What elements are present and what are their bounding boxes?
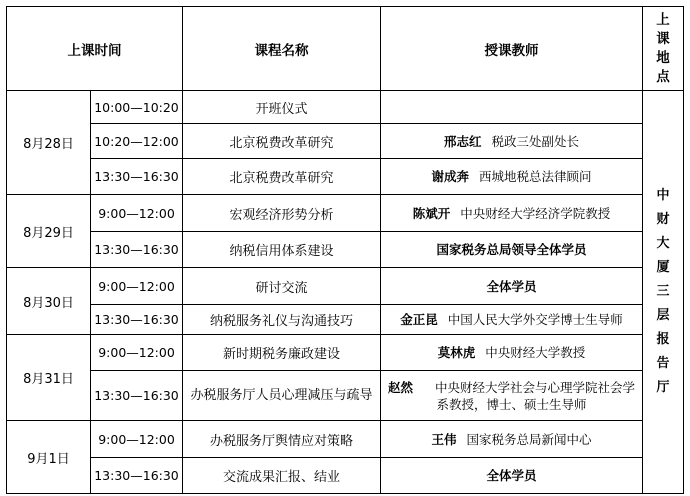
location-cell: 中 财 大 厦 三 层 报 告 厅: [643, 91, 684, 494]
table-row: [7, 159, 684, 195]
teacher-title: 中央财经大学社会与心理学院社会学系教授，博士、硕士生导师: [435, 379, 636, 412]
table-row: [7, 305, 684, 335]
teacher-title: 税政三处副处长: [491, 133, 580, 149]
teacher-cell: [381, 305, 643, 335]
time-cell: 10:20—12:00: [91, 124, 183, 159]
time-cell: 13:30—16:30: [91, 232, 183, 268]
course-cell: 纳税信用体系建设: [183, 232, 381, 268]
time-cell: 9:00—12:00: [91, 421, 183, 458]
time-cell: 9:00—12:00: [91, 195, 183, 232]
header-row: [7, 7, 684, 91]
table-row: [7, 232, 684, 268]
teacher-cell: [381, 159, 643, 195]
table-row: [7, 335, 684, 371]
header-location: 上 课 地 点: [643, 7, 684, 91]
teacher-title: 中央财经大学教授: [485, 345, 586, 360]
teacher-cell: 全体学员: [381, 458, 643, 494]
teacher-name: 邢志红: [443, 133, 482, 149]
course-cell: 北京税费改革研究: [183, 159, 381, 195]
header-teacher: 授课教师: [381, 7, 643, 91]
date-cell: 8月28日: [7, 91, 91, 195]
table-row: [7, 421, 684, 458]
teacher-name: 谢成奔: [431, 169, 469, 184]
teacher-title: 中央财经大学经济学院教授: [460, 205, 611, 221]
teacher-cell: [381, 195, 643, 232]
teacher-name: 赵然: [387, 379, 413, 395]
teacher-cell: [381, 335, 643, 371]
date-cell: 9月1日: [7, 421, 91, 494]
table-row: [7, 458, 684, 494]
teacher-cell: [381, 421, 643, 458]
date-cell: 8月30日: [7, 268, 91, 335]
teacher-name: 陈斌开: [412, 205, 451, 221]
time-cell: 9:00—12:00: [91, 268, 183, 305]
table-row: [7, 91, 684, 124]
course-cell: 新时期税务廉政建设: [183, 335, 381, 371]
training-schedule-table: [6, 6, 684, 494]
course-cell: 纳税服务礼仪与沟通技巧: [183, 305, 381, 335]
course-cell: 宏观经济形势分析: [183, 195, 381, 232]
teacher-cell: [381, 91, 643, 124]
table-row: [7, 268, 684, 305]
teacher-name: 金正昆: [400, 312, 438, 327]
time-cell: 13:30—16:30: [91, 159, 183, 195]
course-cell: 开班仪式: [183, 91, 381, 124]
table-row: [7, 124, 684, 159]
time-cell: 13:30—16:30: [91, 305, 183, 335]
teacher-cell: 国家税务总局领导全体学员: [381, 232, 643, 268]
course-cell: 办税服务厅舆情应对策略: [183, 421, 381, 458]
teacher-cell: [381, 371, 643, 421]
table-row: [7, 195, 684, 232]
teacher-title: 中国人民大学外交学博士生导师: [447, 312, 623, 327]
date-cell: 8月29日: [7, 195, 91, 268]
teacher-title: 国家税务总局新闻中心: [466, 431, 592, 447]
teacher-cell: 全体学员: [381, 268, 643, 305]
time-cell: 10:00—10:20: [91, 91, 183, 124]
header-course: 课程名称: [183, 7, 381, 91]
date-cell: 8月31日: [7, 335, 91, 421]
header-time: 上课时间: [7, 7, 183, 91]
teacher-cell: [381, 124, 643, 159]
course-cell: 研讨交流: [183, 268, 381, 305]
teacher-name: 王伟: [431, 431, 457, 447]
table-row: [7, 371, 684, 421]
course-cell: 北京税费改革研究: [183, 124, 381, 159]
course-cell: 交流成果汇报、结业: [183, 458, 381, 494]
time-cell: 9:00—12:00: [91, 335, 183, 371]
teacher-name: 莫林虎: [437, 345, 476, 360]
teacher-title: 西城地税总法律顾问: [479, 169, 592, 184]
time-cell: 13:30—16:30: [91, 371, 183, 421]
course-cell: 办税服务厅人员心理减压与疏导: [183, 371, 381, 421]
time-cell: 13:30—16:30: [91, 458, 183, 494]
